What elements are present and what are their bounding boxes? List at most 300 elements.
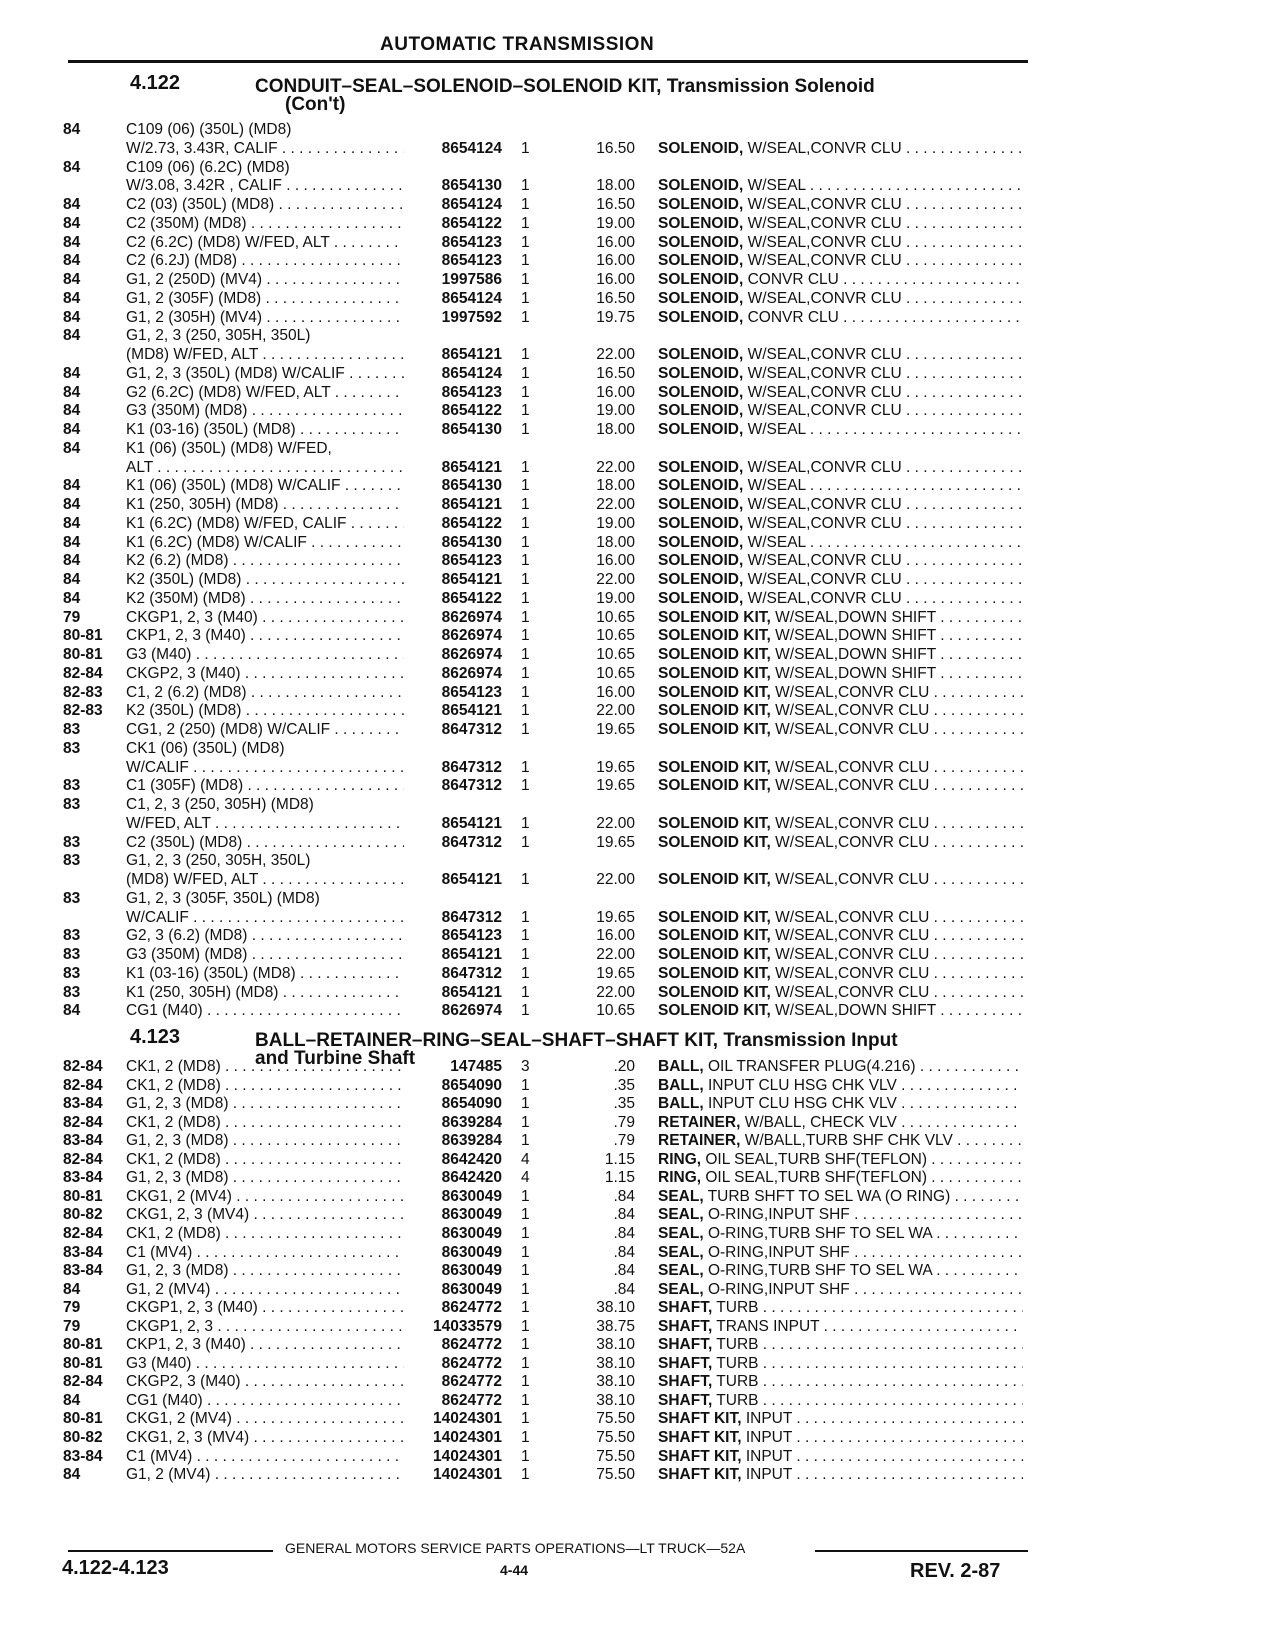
model-year: 84 xyxy=(63,233,81,251)
price: 19.00 xyxy=(596,589,635,607)
model-year: 84 xyxy=(63,214,81,232)
table-row xyxy=(0,1354,1280,1373)
part-number: 8654124 xyxy=(441,139,502,157)
model-application: C2 (6.2J) (MD8) . . . xyxy=(126,251,404,270)
price: 38.10 xyxy=(596,1354,635,1372)
model-year: 83 xyxy=(63,946,81,963)
model-application: G1, 2 (MV4) . . . xyxy=(126,1280,404,1299)
part-detail: W/SEAL,CONVR CLU xyxy=(775,964,930,982)
price: 19.00 xyxy=(596,514,635,532)
model-application: CKG1, 2 (MV4) . . . xyxy=(126,1187,404,1206)
price: 16.50 xyxy=(596,289,635,307)
quantity: 1 xyxy=(521,1429,530,1446)
quantity: 1 xyxy=(521,1280,530,1298)
part-name: SOLENOID, xyxy=(658,364,744,382)
model-year: 83-84 xyxy=(63,1447,103,1465)
model-application: W/3.08, 3.42R , CALIF . . . xyxy=(126,176,404,195)
table-row xyxy=(0,1335,1280,1354)
part-number: 14024301 xyxy=(433,1429,502,1446)
part-description xyxy=(658,345,1023,364)
model-application: K1 (6.2C) (MD8) W/FED, CALIF . . . xyxy=(126,514,404,533)
table-row xyxy=(0,1094,1280,1113)
part-number: 8654122 xyxy=(441,214,502,232)
part-description xyxy=(658,1317,1023,1336)
model-application: G3 (M40) . . . xyxy=(126,1354,404,1373)
model-year: 84 xyxy=(63,383,81,401)
part-name: SOLENOID, xyxy=(658,308,744,326)
part-description xyxy=(658,270,1023,289)
model-year: 84 xyxy=(63,289,81,307)
part-detail: TURB xyxy=(716,1373,759,1391)
part-description xyxy=(658,1113,1023,1132)
quantity: 1 xyxy=(521,758,530,776)
part-number: 8647312 xyxy=(441,777,502,795)
quantity: 1 xyxy=(521,139,530,157)
table-row xyxy=(0,1168,1280,1187)
part-number: 8654121 xyxy=(441,814,502,832)
quantity: 1 xyxy=(521,1299,530,1317)
table-row xyxy=(0,1372,1280,1391)
table-row xyxy=(0,251,1280,270)
part-detail: W/SEAL,CONVR CLU xyxy=(775,927,930,945)
price: 16.00 xyxy=(596,383,635,401)
part-description xyxy=(658,1261,1023,1280)
table-row xyxy=(0,1150,1280,1169)
quantity: 1 xyxy=(521,983,530,1001)
part-number: 8630049 xyxy=(441,1262,502,1280)
model-year: 84 xyxy=(63,589,81,607)
model-application: CK1, 2 (MD8) . . . xyxy=(126,1057,404,1076)
model-year: 84 xyxy=(63,158,81,176)
table-row xyxy=(0,1224,1280,1243)
part-description xyxy=(658,139,1023,158)
part-name: RETAINER, xyxy=(658,1113,741,1131)
table-row xyxy=(0,739,1280,758)
part-number: 8654123 xyxy=(441,383,502,401)
price: 19.65 xyxy=(596,777,635,795)
quantity: 1 xyxy=(521,1354,530,1372)
part-detail: TURB xyxy=(716,1354,759,1372)
price: 19.65 xyxy=(596,833,635,851)
part-description xyxy=(658,1447,1023,1466)
model-year: 82-84 xyxy=(63,1373,103,1391)
part-number: 8654090 xyxy=(441,1076,502,1094)
model-application: CG1 (M40) . . . xyxy=(126,1001,404,1020)
quantity: 1 xyxy=(521,1447,530,1465)
quantity: 4 xyxy=(521,1169,530,1187)
part-description xyxy=(658,945,1023,964)
part-number: 8647312 xyxy=(441,758,502,776)
table-row xyxy=(0,1205,1280,1224)
part-detail: W/SEAL,CONVR CLU xyxy=(747,233,902,251)
price: 10.65 xyxy=(596,664,635,682)
table-row xyxy=(0,289,1280,308)
part-name: SOLENOID KIT, xyxy=(658,683,771,701)
price: 10.65 xyxy=(596,646,635,663)
model-year: 83 xyxy=(63,983,81,1001)
model-application: CKG1, 2 (MV4) . . . xyxy=(126,1409,404,1428)
price: .84 xyxy=(613,1206,635,1224)
footer-section-range: 4.122-4.123 xyxy=(62,1557,169,1579)
quantity: 1 xyxy=(521,496,530,513)
table-row xyxy=(0,908,1280,927)
model-application: G1, 2, 3 (305F, 350L) (MD8) xyxy=(126,889,320,907)
part-number: 8626974 xyxy=(441,664,502,682)
part-description xyxy=(658,420,1023,439)
model-application: W/CALIF . . . xyxy=(126,758,404,777)
model-year: 79 xyxy=(63,1317,81,1335)
table-row xyxy=(0,1317,1280,1336)
part-number: 8624772 xyxy=(441,1391,502,1409)
price: 16.50 xyxy=(596,139,635,157)
model-application: K2 (350L) (MD8) . . . xyxy=(126,570,404,589)
quantity: 1 xyxy=(521,252,530,270)
model-application: C109 (06) (6.2C) (MD8) xyxy=(126,158,290,176)
quantity: 1 xyxy=(521,908,530,926)
table-row xyxy=(0,1076,1280,1095)
price: 22.00 xyxy=(596,458,635,476)
model-application: G1, 2 (MV4) . . . xyxy=(126,1465,404,1484)
part-name: BALL, xyxy=(658,1058,704,1075)
part-name: RING, xyxy=(658,1150,702,1168)
model-application: CKGP1, 2, 3 (M40) . . . xyxy=(126,1298,404,1317)
table-row xyxy=(0,570,1280,589)
table-row xyxy=(0,626,1280,645)
part-detail: W/SEAL,DOWN SHIFT xyxy=(775,1002,936,1020)
part-name: SOLENOID, xyxy=(658,177,744,195)
part-name: BALL, xyxy=(658,1076,704,1094)
part-detail: W/SEAL,CONVR CLU xyxy=(747,214,902,232)
part-name: SHAFT, xyxy=(658,1391,713,1409)
part-number: 14024301 xyxy=(433,1447,502,1465)
model-year: 83-84 xyxy=(63,1169,103,1187)
part-number: 8654122 xyxy=(441,402,502,420)
price: 38.10 xyxy=(596,1336,635,1354)
model-application: C1, 2 (6.2) (MD8) . . . xyxy=(126,683,404,702)
model-year: 84 xyxy=(63,121,81,138)
part-description xyxy=(658,1298,1023,1317)
model-year: 80-81 xyxy=(63,1187,103,1205)
model-year: 83-84 xyxy=(63,1243,103,1261)
model-year: 84 xyxy=(63,477,81,495)
part-number: 8647312 xyxy=(441,833,502,851)
quantity: 1 xyxy=(521,289,530,307)
model-application: C2 (350L) (MD8) . . . xyxy=(126,833,404,852)
part-detail: O-RING,INPUT SHF xyxy=(707,1243,850,1261)
section-title xyxy=(255,78,1035,114)
part-number: 8654121 xyxy=(441,871,502,888)
model-year: 84 xyxy=(63,514,81,532)
table-row xyxy=(0,195,1280,214)
part-name: SOLENOID, xyxy=(658,214,744,232)
part-detail: W/SEAL,CONVR CLU xyxy=(775,908,930,926)
price: 22.00 xyxy=(596,983,635,1001)
quantity: 1 xyxy=(521,196,530,213)
part-detail: W/SEAL xyxy=(747,421,806,438)
price: 22.00 xyxy=(596,946,635,963)
price: 10.65 xyxy=(596,608,635,626)
quantity: 1 xyxy=(521,1262,530,1280)
part-number: 8654123 xyxy=(441,683,502,701)
part-name: SOLENOID, xyxy=(658,589,744,607)
part-name: SOLENOID, xyxy=(658,533,744,551)
table-row xyxy=(0,1391,1280,1410)
model-application: CKP1, 2, 3 (M40) . . . xyxy=(126,626,404,645)
model-application: G2 (6.2C) (MD8) W/FED, ALT . . . xyxy=(126,383,404,402)
price: 16.00 xyxy=(596,683,635,701)
part-detail: TURB SHFT TO SEL WA (O RING) xyxy=(707,1187,951,1205)
part-name: SOLENOID, xyxy=(658,421,744,438)
model-application: K2 (350L) (MD8) . . . xyxy=(126,701,404,720)
table-row xyxy=(0,664,1280,683)
table-row xyxy=(0,176,1280,195)
part-number: 8654123 xyxy=(441,552,502,570)
model-year: 84 xyxy=(63,421,81,438)
price: .84 xyxy=(613,1280,635,1298)
table-row xyxy=(0,851,1280,870)
price: 1.15 xyxy=(604,1150,635,1168)
model-year: 83-84 xyxy=(63,1132,103,1150)
part-description xyxy=(658,1354,1023,1373)
table-row xyxy=(0,420,1280,439)
model-application: K1 (6.2C) (MD8) W/CALIF . . . xyxy=(126,533,404,552)
part-name: SOLENOID KIT, xyxy=(658,983,771,1001)
part-name: SEAL, xyxy=(658,1187,704,1205)
table-row xyxy=(0,1447,1280,1466)
part-name: SOLENOID KIT, xyxy=(658,777,771,795)
part-name: RING, xyxy=(658,1169,702,1187)
part-detail: W/SEAL,CONVR CLU xyxy=(775,833,930,851)
part-name: SEAL, xyxy=(658,1224,704,1242)
part-description xyxy=(658,701,1023,720)
price: .20 xyxy=(613,1058,635,1075)
model-application: G3 (M40) . . . xyxy=(126,645,404,664)
part-name: SOLENOID KIT, xyxy=(658,908,771,926)
quantity: 1 xyxy=(521,1224,530,1242)
quantity: 1 xyxy=(521,271,530,288)
part-number: 8642420 xyxy=(441,1169,502,1187)
part-detail: INPUT xyxy=(745,1410,793,1428)
table-row xyxy=(0,1465,1280,1484)
section-title-line2: (Con't) xyxy=(285,94,346,115)
quantity: 1 xyxy=(521,814,530,832)
part-detail: TURB xyxy=(716,1299,759,1317)
model-application: G1, 2 (305H) (MV4) . . . xyxy=(126,308,404,327)
model-application: C2 (350M) (MD8) . . . xyxy=(126,214,404,233)
part-name: SOLENOID, xyxy=(658,571,744,588)
price: 19.00 xyxy=(596,214,635,232)
part-name: SOLENOID KIT, xyxy=(658,946,771,963)
quantity: 1 xyxy=(521,1113,530,1131)
part-number: 8654122 xyxy=(441,589,502,607)
quantity: 1 xyxy=(521,702,530,720)
part-detail: W/SEAL,CONVR CLU xyxy=(775,814,930,832)
part-number: 14024301 xyxy=(433,1466,502,1484)
quantity: 1 xyxy=(521,1002,530,1020)
price: 19.65 xyxy=(596,908,635,926)
part-description xyxy=(658,664,1023,683)
part-detail: O-RING,INPUT SHF xyxy=(707,1206,850,1224)
part-number: 8654121 xyxy=(441,702,502,720)
model-application: CKGP1, 2, 3 (M40) . . . xyxy=(126,608,404,627)
part-detail: W/SEAL,DOWN SHIFT xyxy=(775,608,936,626)
quantity: 1 xyxy=(521,777,530,795)
part-detail: W/SEAL,CONVR CLU xyxy=(775,758,930,776)
part-number: 8654130 xyxy=(441,477,502,495)
model-year: 84 xyxy=(63,271,81,288)
model-year: 79 xyxy=(63,1299,81,1317)
part-detail: W/SEAL,CONVR CLU xyxy=(775,683,930,701)
price: 19.65 xyxy=(596,758,635,776)
price: 16.00 xyxy=(596,552,635,570)
part-detail: TRANS INPUT xyxy=(716,1317,820,1335)
model-application: CK1, 2 (MD8) . . . xyxy=(126,1113,404,1132)
model-application: G3 (350M) (MD8) . . . xyxy=(126,401,404,420)
section-title-line1: CONDUIT–SEAL–SOLENOID–SOLENOID KIT, Transmission Solenoid xyxy=(255,76,875,97)
part-description xyxy=(658,683,1023,702)
price: 22.00 xyxy=(596,346,635,363)
model-application: K2 (350M) (MD8) . . . xyxy=(126,589,404,608)
model-year: 84 xyxy=(63,364,81,382)
model-year: 83 xyxy=(63,833,81,851)
table-row xyxy=(0,683,1280,702)
model-application: CKGP1, 2, 3 . . . xyxy=(126,1317,404,1336)
price: 19.65 xyxy=(596,964,635,982)
part-name: SHAFT KIT, xyxy=(658,1466,742,1484)
part-name: SHAFT, xyxy=(658,1317,713,1335)
table-row xyxy=(0,1280,1280,1299)
part-number: 8654130 xyxy=(441,177,502,195)
part-name: SOLENOID, xyxy=(658,383,744,401)
part-number: 8654124 xyxy=(441,196,502,213)
price: 18.00 xyxy=(596,177,635,195)
model-year: 82-84 xyxy=(63,1076,103,1094)
table-row xyxy=(0,1057,1280,1076)
part-detail: W/SEAL,CONVR CLU xyxy=(775,983,930,1001)
model-application: G2, 3 (6.2) (MD8) . . . xyxy=(126,926,404,945)
quantity: 1 xyxy=(521,1076,530,1094)
quantity: 1 xyxy=(521,177,530,195)
model-application: CKG1, 2, 3 (MV4) . . . xyxy=(126,1428,404,1447)
price: 75.50 xyxy=(596,1447,635,1465)
part-detail: W/SEAL,CONVR CLU xyxy=(747,458,902,476)
quantity: 1 xyxy=(521,1336,530,1354)
quantity: 1 xyxy=(521,402,530,420)
price: 22.00 xyxy=(596,571,635,588)
part-name: SOLENOID KIT, xyxy=(658,964,771,982)
model-application: G1, 2 (305F) (MD8) . . . xyxy=(126,289,404,308)
part-detail: TURB xyxy=(716,1336,759,1354)
table-row xyxy=(0,1131,1280,1150)
model-year: 82-84 xyxy=(63,1113,103,1131)
model-year: 83 xyxy=(63,927,81,945)
part-name: SOLENOID KIT, xyxy=(658,814,771,832)
quantity: 1 xyxy=(521,833,530,851)
table-row xyxy=(0,214,1280,233)
part-name: SOLENOID, xyxy=(658,271,744,288)
part-description xyxy=(658,364,1023,383)
table-row xyxy=(0,1001,1280,1020)
table-row xyxy=(0,476,1280,495)
table-row xyxy=(0,926,1280,945)
part-detail: OIL SEAL,TURB SHF(TEFLON) xyxy=(705,1169,927,1187)
model-application: CG1 (M40) . . . xyxy=(126,1391,404,1410)
part-description xyxy=(658,983,1023,1002)
part-detail: W/BALL,TURB SHF CHK VLV xyxy=(744,1132,953,1150)
quantity: 1 xyxy=(521,1466,530,1484)
part-name: SOLENOID KIT, xyxy=(658,927,771,945)
part-description xyxy=(658,1409,1023,1428)
model-application: K2 (6.2) (MD8) . . . xyxy=(126,551,404,570)
price: .84 xyxy=(613,1187,635,1205)
model-application: CK1, 2 (MD8) . . . xyxy=(126,1150,404,1169)
part-detail: INPUT xyxy=(745,1466,793,1484)
quantity: 1 xyxy=(521,1317,530,1335)
part-number: 8647312 xyxy=(441,908,502,926)
model-year: 84 xyxy=(63,308,81,326)
part-number: 8654124 xyxy=(441,364,502,382)
table-row xyxy=(0,776,1280,795)
part-name: SOLENOID KIT, xyxy=(658,721,771,738)
model-year: 80-82 xyxy=(63,1429,103,1446)
part-description xyxy=(658,551,1023,570)
quantity: 1 xyxy=(521,964,530,982)
model-year: 82-83 xyxy=(63,683,103,701)
price: 38.10 xyxy=(596,1391,635,1409)
model-year: 79 xyxy=(63,608,81,626)
model-application: C1 (305F) (MD8) . . . xyxy=(126,776,404,795)
model-year: 83-84 xyxy=(63,1262,103,1280)
model-year: 84 xyxy=(63,1466,81,1484)
table-row xyxy=(0,270,1280,289)
part-detail: CONVR CLU xyxy=(747,271,839,288)
page-header: AUTOMATIC TRANSMISSION xyxy=(380,34,655,55)
model-application: C2 (03) (350L) (MD8) . . . xyxy=(126,195,404,214)
table-row xyxy=(0,589,1280,608)
part-description xyxy=(658,1335,1023,1354)
part-name: SEAL, xyxy=(658,1243,704,1261)
part-description xyxy=(658,626,1023,645)
price: 75.50 xyxy=(596,1410,635,1428)
part-name: BALL, xyxy=(658,1095,704,1113)
model-year: 84 xyxy=(63,327,81,345)
part-detail: TURB xyxy=(716,1391,759,1409)
footer-page-number: 4-44 xyxy=(500,1562,529,1578)
model-year: 84 xyxy=(63,533,81,551)
price: 75.50 xyxy=(596,1429,635,1446)
quantity: 1 xyxy=(521,364,530,382)
part-description xyxy=(658,458,1023,477)
model-application: G1, 2 (250D) (MV4) . . . xyxy=(126,270,404,289)
model-application: CKG1, 2, 3 (MV4) . . . xyxy=(126,1205,404,1224)
part-description xyxy=(658,1001,1023,1020)
part-description xyxy=(658,289,1023,308)
model-application: C1 (MV4) . . . xyxy=(126,1243,404,1262)
table-row xyxy=(0,308,1280,327)
part-name: SOLENOID, xyxy=(658,196,744,213)
part-description xyxy=(658,495,1023,514)
price: 16.00 xyxy=(596,927,635,945)
part-number: 147485 xyxy=(450,1058,502,1075)
table-row xyxy=(0,458,1280,477)
part-detail: W/SEAL,CONVR CLU xyxy=(747,383,902,401)
model-application: K1 (250, 305H) (MD8) . . . xyxy=(126,495,404,514)
model-year: 80-81 xyxy=(63,1354,103,1372)
part-name: SHAFT KIT, xyxy=(658,1429,742,1446)
table-row xyxy=(0,364,1280,383)
model-application: CKGP2, 3 (M40) . . . xyxy=(126,1372,404,1391)
footer-revision: REV. 2-87 xyxy=(910,1560,1001,1582)
